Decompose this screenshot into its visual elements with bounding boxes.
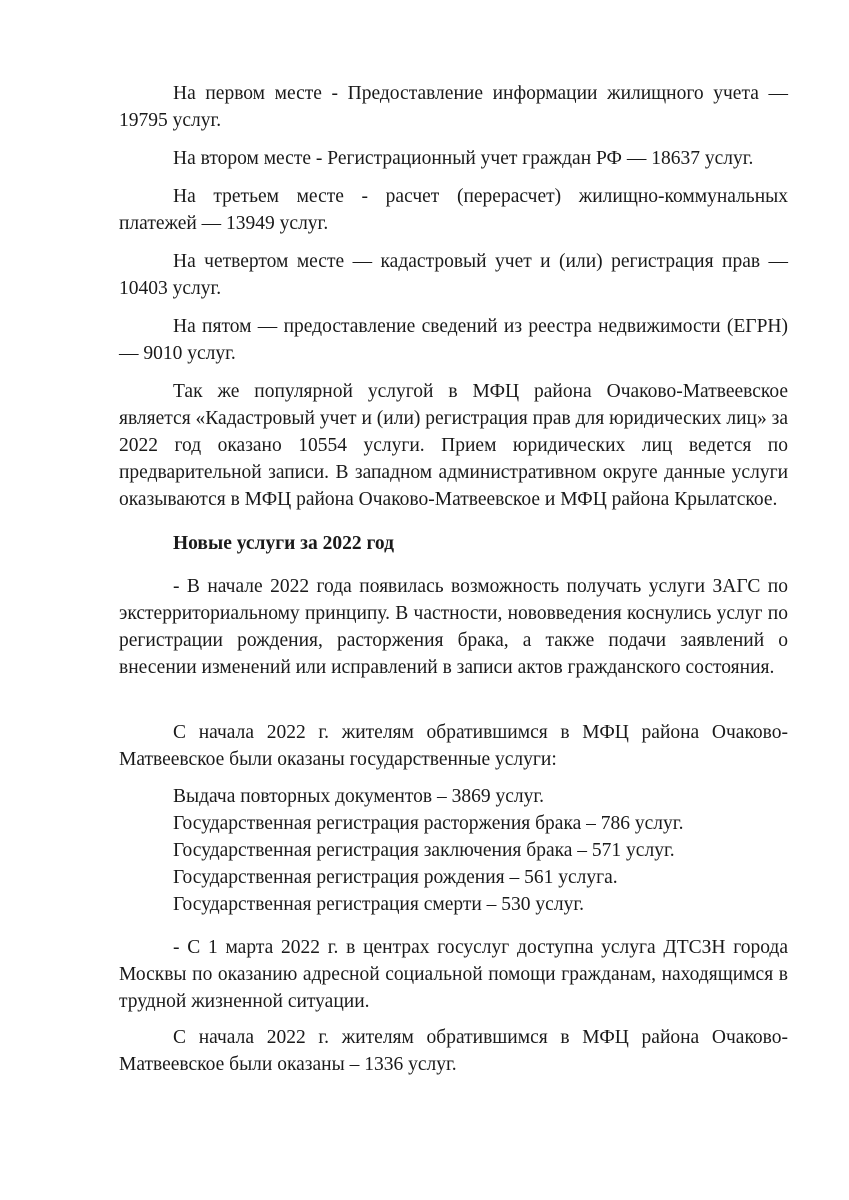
paragraph-dtszn-stats: С начала 2022 г. жителям обратившимся в МФЦ района Очаково-Матвеевское были оказаны – 1336 услуг. <box>119 1027 788 1075</box>
paragraph-rank-5: На пятом — предоставление сведений из реестра недвижимости (ЕГРН) — 9010 услуг. <box>119 316 788 364</box>
paragraph-zags-intro: - В начале 2022 года появилась возможность получать услуги ЗАГС по экстерриториальному принципу. В частности, нововведения коснулись услуг по регистрации рождения, расторжения брака, а также подачи заявлений о внесении изменений или исправлений в записи актов гражданского состояния. <box>119 576 788 678</box>
paragraph-dtszn: - С 1 марта 2022 г. в центрах госуслуг доступна услуга ДТСЗН города Москвы по оказанию адресной социальной помощи гражданам, находящимся в трудной жизненной ситуации. <box>119 937 788 1012</box>
list-item: Государственная регистрация заключения брака – 571 услуг. <box>173 840 675 861</box>
list-item: Государственная регистрация рождения – 561 услуга. <box>173 867 618 888</box>
paragraph-rank-1: На первом месте - Предоставление информации жилищного учета — 19795 услуг. <box>119 83 788 131</box>
paragraph-rank-4: На четвертом месте — кадастровый учет и (или) регистрация прав — 10403 услуг. <box>119 251 788 299</box>
list-item: Государственная регистрация расторжения брака – 786 услуг. <box>173 813 684 834</box>
paragraph-rank-3: На третьем месте - расчет (перерасчет) жилищно-коммунальных платежей — 13949 услуг. <box>119 186 788 234</box>
list-item: Выдача повторных документов – 3869 услуг. <box>173 786 545 807</box>
paragraph-rank-2: На втором месте - Регистрационный учет граждан РФ — 18637 услуг. <box>173 148 754 169</box>
section-heading: Новые услуги за 2022 год <box>173 533 394 554</box>
paragraph-popular-service: Так же популярной услугой в МФЦ района Очаково-Матвеевское является «Кадастровый учет и (или) регистрация прав для юридических лиц» за 2022 год оказано 10554 услуги. Прием юридических лиц ведется по предварительной записи. В западном административном округе данные услуги оказываются в МФЦ района Очаково-Матвеевское и МФЦ района Крылатское. <box>119 381 788 510</box>
list-item: Государственная регистрация смерти – 530 услуг. <box>173 894 584 915</box>
paragraph-zags-stats-intro: С начала 2022 г. жителям обратившимся в МФЦ района Очаково-Матвеевское были оказаны государственные услуги: <box>119 722 788 770</box>
